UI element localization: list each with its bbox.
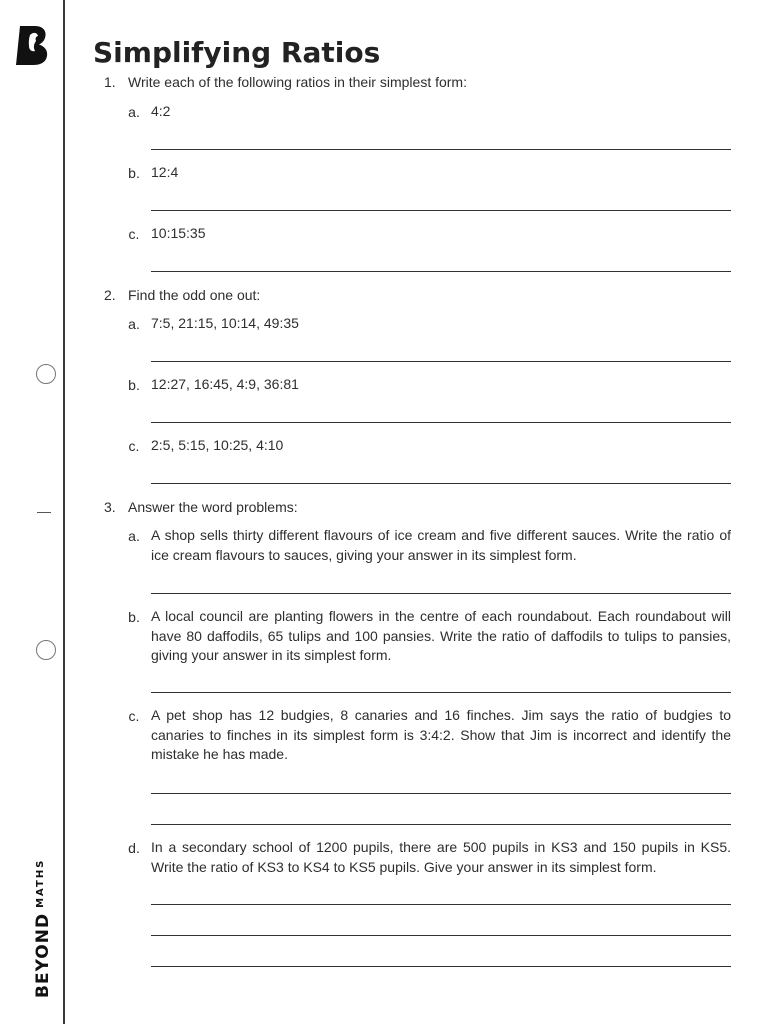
answer-line [151,935,731,936]
answer-line [151,793,731,794]
brand-word-maths: MATHS [35,858,46,908]
question-number: 3. [104,499,116,515]
part-text: In a secondary school of 1200 pupils, there are 500 pupils in KS3 and 150 pupils in KS5. Write the ratio of KS3 to KS4 to KS5 pupils. Give your answer in its simplest form. [151,839,731,875]
answer-line [151,361,731,362]
answer-line [151,210,731,211]
part-label: a. [128,528,140,544]
answer-line [151,149,731,150]
question-number: 2. [104,287,116,303]
part-text: 7:5, 21:15, 10:14, 49:35 [151,315,299,331]
answer-line [151,824,731,825]
part-text: A pet shop has 12 budgies, 8 canaries and 16 finches. Jim says the ratio of budgies to canaries to finches in its simplest form is 3:4:2. Show that Jim is incorrect and identify the mistake he has made. [151,707,731,762]
question-prompt: Find the odd one out: [128,287,261,303]
part-label: b. [128,165,140,181]
margin-line [63,0,65,1024]
part-label: b. [128,377,140,393]
beyond-b-logo-icon [16,24,50,66]
part-label: c. [128,438,140,454]
part-label: b. [128,609,140,625]
answer-line [151,904,731,905]
part-text: 10:15:35 [151,225,206,241]
question-prompt: Answer the word problems: [128,499,298,515]
question-prompt: Write each of the following ratios in their simplest form: [128,74,467,90]
part-label: d. [128,840,140,856]
answer-line [151,593,731,594]
part-label: c. [128,226,140,242]
part-label: a. [128,316,140,332]
punch-hole-bottom [36,640,56,660]
page-title: Simplifying Ratios [93,36,381,69]
answer-line [151,422,731,423]
part-text: A local council are planting flowers in the centre of each roundabout. Each roundabout will have 80 daffodils, 65 tulips and 100 pansies. Write the ratio of daffodils to tulips to pansies, giving your answer in its simplest form. [151,608,731,663]
question-number: 1. [104,74,116,90]
part-text: 4:2 [151,103,171,119]
answer-line [151,692,731,693]
answer-line [151,483,731,484]
part-label: a. [128,104,140,120]
brand-word-beyond: BEYOND [33,912,53,998]
answer-line [151,271,731,272]
part-text: 12:27, 16:45, 4:9, 36:81 [151,376,299,392]
part-text: 2:5, 5:15, 10:25, 4:10 [151,437,284,453]
part-text: A shop sells thirty different flavours of ice cream and five different sauces. Write the ratio of ice cream flavours to sauces, giving your answer in its simplest form. [151,527,731,563]
punch-hole-top [36,364,56,384]
fold-mark [37,512,51,513]
part-text: 12:4 [151,164,179,180]
answer-line [151,966,731,967]
beyond-maths-brand [33,859,53,998]
part-label: c. [128,708,140,724]
